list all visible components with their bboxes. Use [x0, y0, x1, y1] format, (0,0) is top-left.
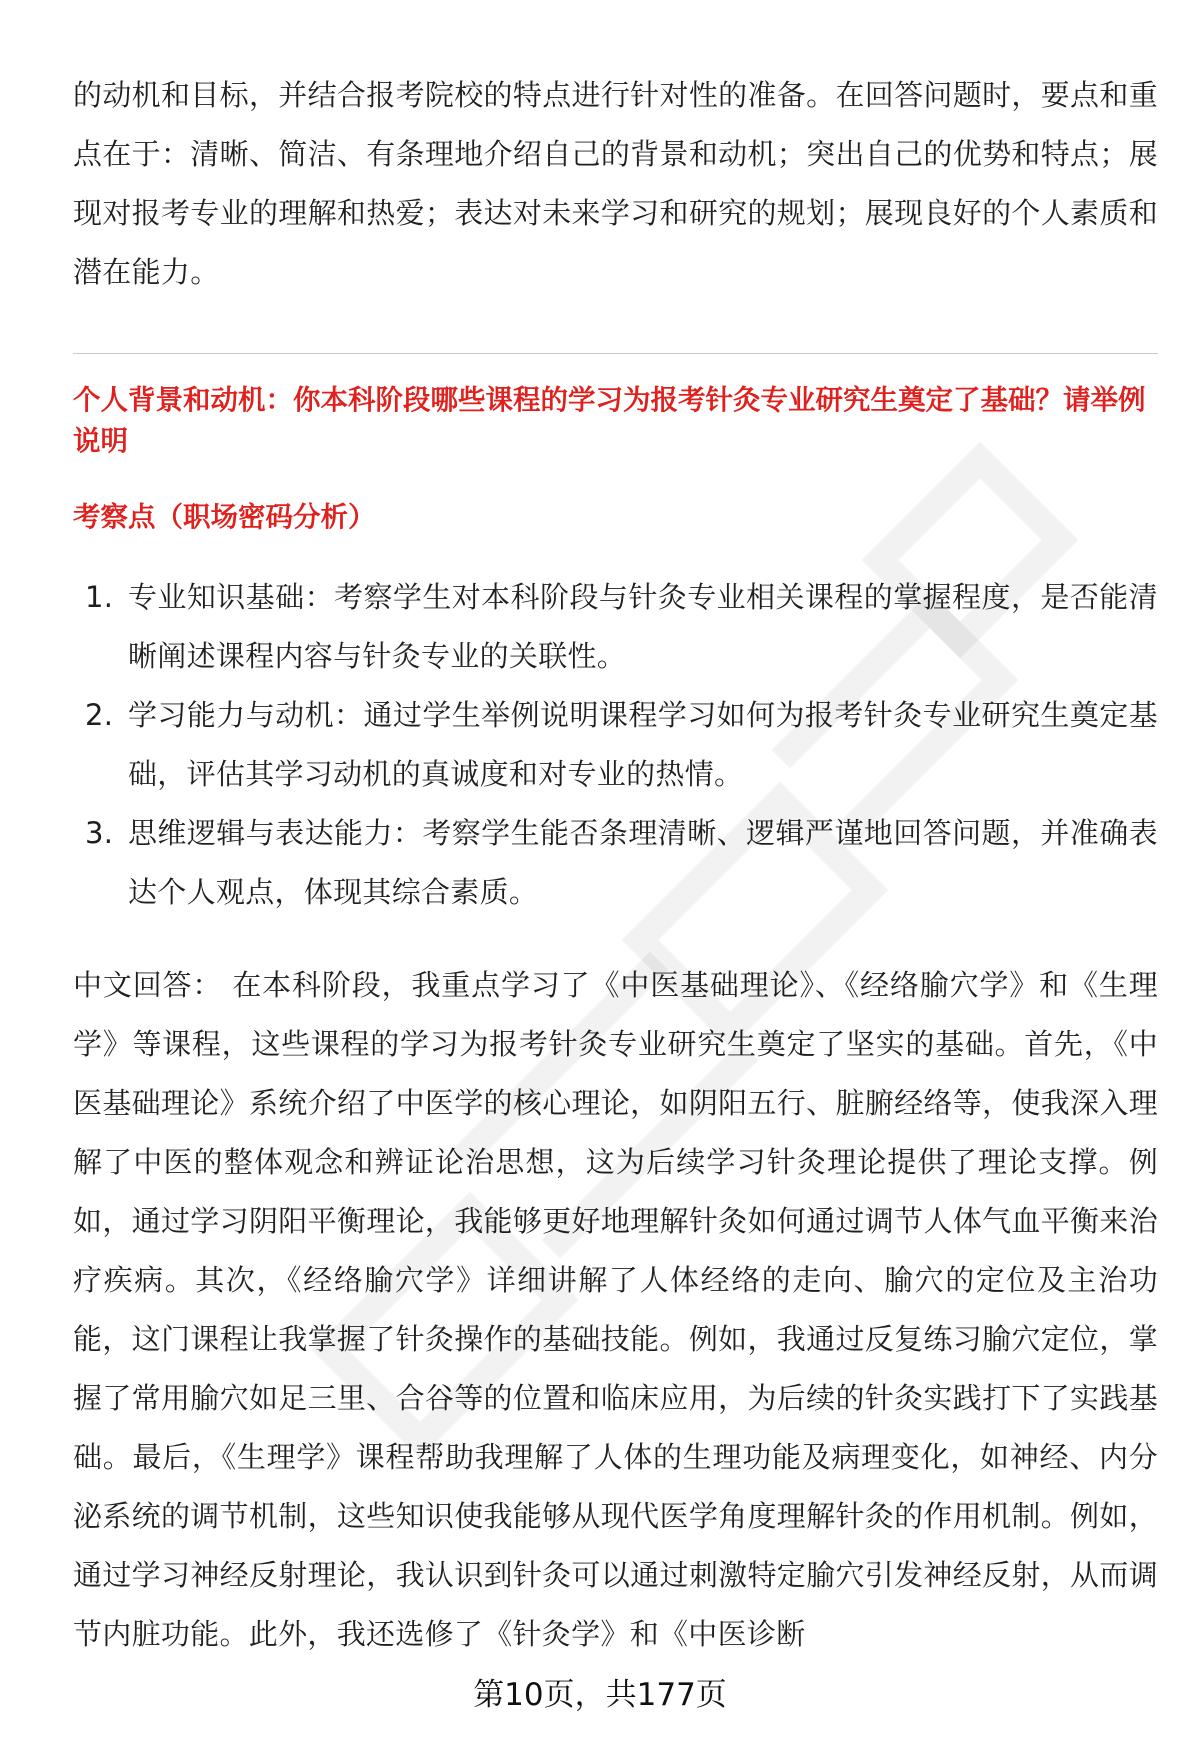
list-item	[73, 686, 1158, 804]
list-item	[73, 804, 1158, 922]
intro-paragraph: 的动机和目标，并结合报考院校的特点进行针对性的准备。在回答问题时，要点和重点在于：清晰、简洁、有条理地介绍自己的背景和动机；突出自己的优势和特点；展现对报考专业的理解和热爱；表达对未来学习和研究的规划；展现良好的个人素质和潜在能力。	[73, 78, 1158, 289]
list-item	[73, 568, 1158, 686]
section-divider	[73, 353, 1158, 354]
section-title: 考察点（职场密码分析）	[73, 501, 376, 533]
list-item-text: 思维逻辑与表达能力：考察学生能否条理清晰、逻辑严谨地回答问题，并准确表达个人观点，体现其综合素质。	[128, 816, 1158, 909]
assessment-points-list	[73, 568, 1158, 922]
list-item-text: 学习能力与动机：通过学生举例说明课程学习如何为报考针灸专业研究生奠定基础，评估其学习动机的真诚度和对专业的热情。	[128, 698, 1158, 791]
list-item-number: 1.	[85, 580, 114, 614]
list-item-number: 3.	[85, 816, 114, 850]
answer-paragraph: 中文回答： 在本科阶段，我重点学习了《中医基础理论》、《经络腧穴学》和《生理学》等课程，这些课程的学习为报考针灸专业研究生奠定了坚实的基础。首先，《中医基础理论》系统介绍了中医学的核心理论，如阴阳五行、脏腑经络等，使我深入理解了中医的整体观念和辨证论治思想，这为后续学习针灸理论提供了理论支撑。例如，通过学习阴阳平衡理论，我能够更好地理解针灸如何通过调节人体气血平衡来治疗疾病。其次，《经络腧穴学》详细讲解了人体经络的走向、腧穴的定位及主治功能，这门课程让我掌握了针灸操作的基础技能。例如，我通过反复练习腧穴定位，掌握了常用腧穴如足三里、合谷等的位置和临床应用，为后续的针灸实践打下了实践基础。最后，《生理学》课程帮助我理解了人体的生理功能及病理变化，如神经、内分泌系统的调节机制，这些知识使我能够从现代医学角度理解针灸的作用机制。例如，通过学习神经反射理论，我认识到针灸可以通过刺激特定腧穴引发神经反射，从而调节内脏功能。此外，我还选修了《针灸学》和《中医诊断	[73, 968, 1158, 1651]
list-item-text: 专业知识基础：考察学生对本科阶段与针灸专业相关课程的掌握程度，是否能清晰阐述课程内容与针灸专业的关联性。	[128, 580, 1158, 673]
list-item-number: 2.	[85, 698, 114, 732]
page-number-footer: 第10页，共177页	[473, 1677, 727, 1713]
question-title: 个人背景和动机：你本科阶段哪些课程的学习为报考针灸专业研究生奠定了基础？请举例说明	[73, 384, 1146, 457]
